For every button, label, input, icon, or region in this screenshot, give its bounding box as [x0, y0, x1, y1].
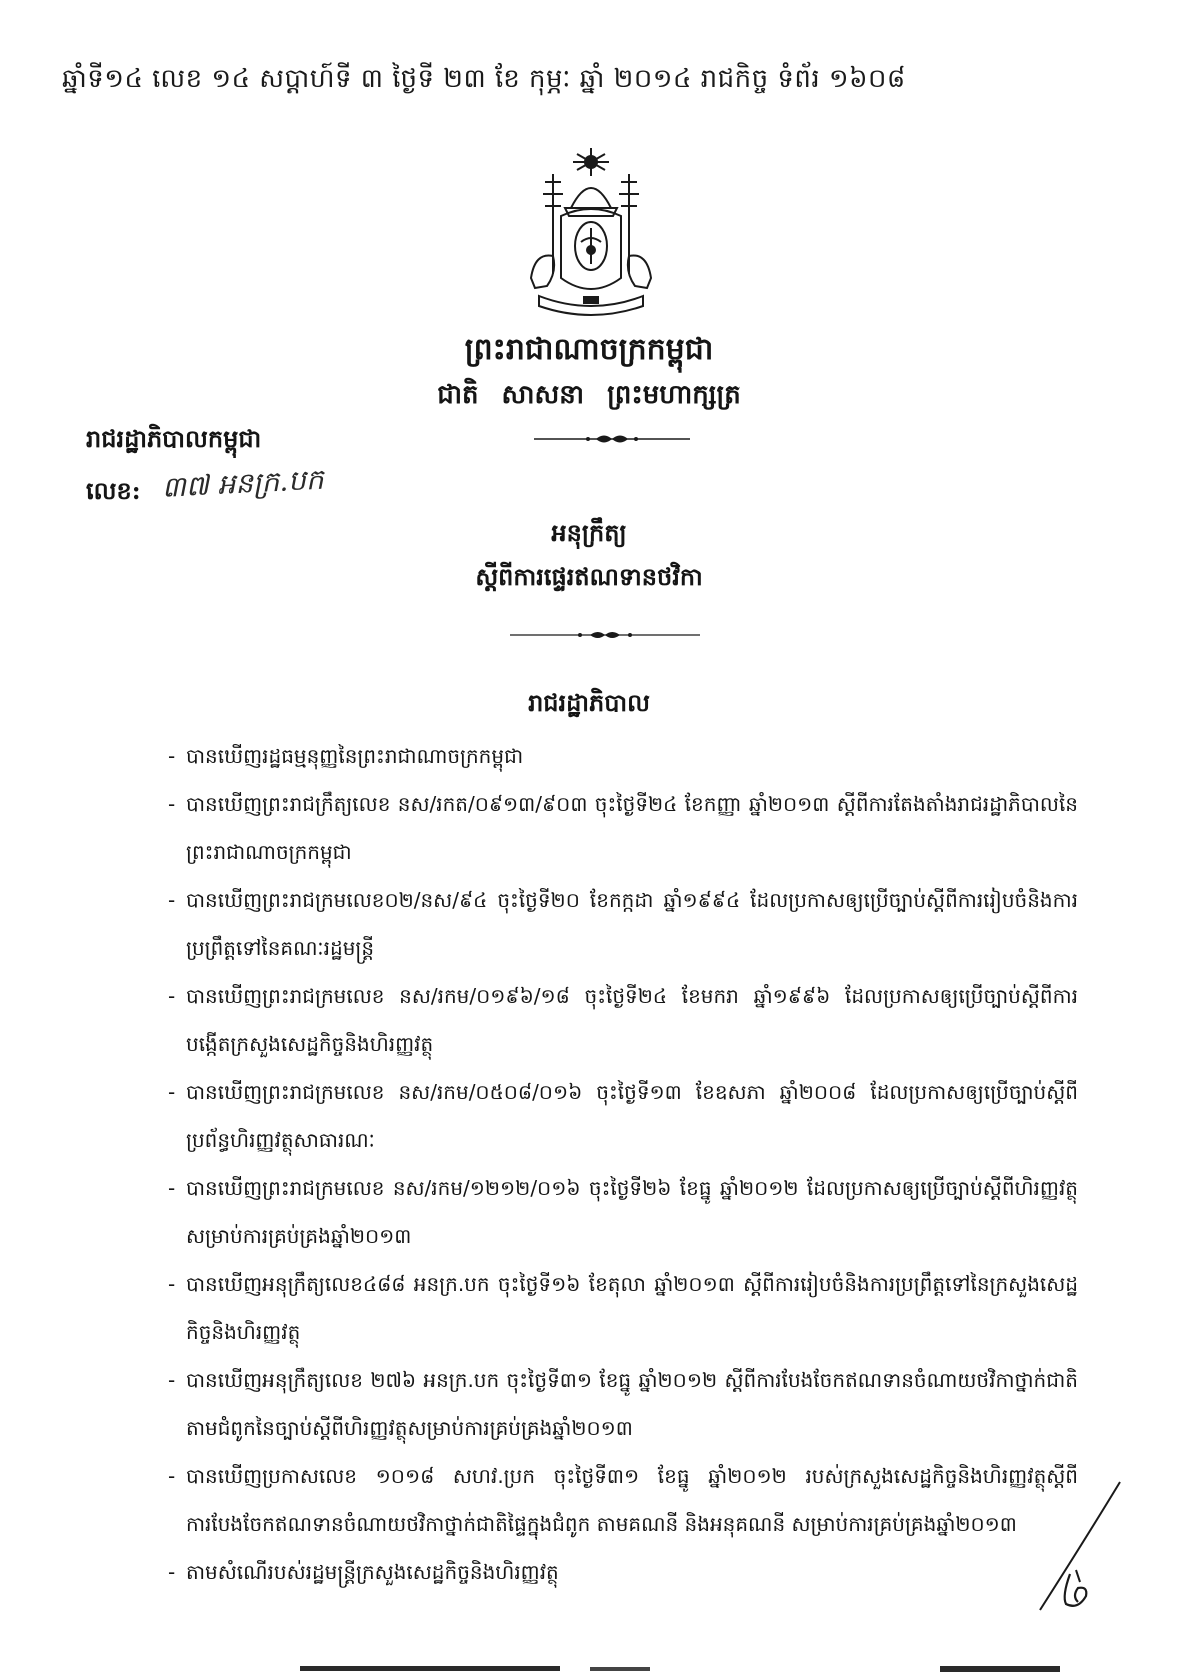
- document-subject: ស្តីពីការផ្ទេរឥណទានថវិកា: [475, 562, 703, 591]
- list-marker: -: [168, 888, 176, 912]
- ornamental-divider-icon: [534, 432, 690, 446]
- kingdom-motto: ជាតិ សាសនា ព្រះមហាក្សត្រ: [437, 380, 741, 410]
- recital-text: បានឃើញព្រះរាជក្រមលេខ នស/រកម/១២១២/០១៦ ចុះថ្ងៃទី២៦ ខែធ្នូ ឆ្នាំ២០១២ ដែលប្រកាសឲ្យប្រើច្បាប់ស្តីពីហិរញ្ញវត្ថុសម្រាប់ការគ្រប់គ្រងឆ្នាំ២០១៣: [186, 1176, 1078, 1248]
- list-marker: -: [168, 744, 176, 768]
- list-item: [170, 972, 1078, 1068]
- list-item: [170, 876, 1078, 972]
- scan-edge-shadow: [300, 1664, 1060, 1674]
- list-item: [170, 1260, 1078, 1356]
- ornamental-divider-icon: [510, 628, 700, 642]
- list-marker: -: [168, 1560, 176, 1584]
- list-marker: -: [168, 984, 176, 1008]
- kingdom-name: ព្រះរាជាណាចក្រកម្ពុជា: [464, 332, 714, 367]
- recital-text: បានឃើញអនុក្រឹត្យលេខ៤៨៨ អនក្រ.បក ចុះថ្ងៃទី១៦ ខែតុលា ឆ្នាំ២០១៣ ស្តីពីការរៀបចំនិងការប្រព្រឹត្តទៅនៃក្រសួងសេដ្ឋកិច្ចនិងហិរញ្ញវត្ថុ: [186, 1272, 1078, 1344]
- issuing-body: រាជរដ្ឋាភិបាលកម្ពុជា: [86, 424, 262, 453]
- list-item: [170, 732, 1078, 780]
- issuing-authority-heading: រាជរដ្ឋាភិបាល: [528, 688, 650, 717]
- document-number-handwritten: ៣៧ អនក្រ.បក: [160, 462, 325, 504]
- list-item: [170, 1068, 1078, 1164]
- document-type: អនុក្រឹត្យ: [551, 518, 627, 547]
- list-item: [170, 1548, 1078, 1596]
- list-item: [170, 1452, 1078, 1548]
- list-marker: -: [168, 1080, 176, 1104]
- initials-signature-icon: [1026, 1478, 1126, 1618]
- recital-text: បានឃើញប្រកាសលេខ ១០១៨ សហវ.ប្រក ចុះថ្ងៃទី៣១ ខែធ្នូ ឆ្នាំ២០១២ របស់ក្រសួងសេដ្ឋកិច្ចនិងហិរញ្ញវត្ថុស្តីពីការបែងចែកឥណទានចំណាយថវិកាថ្នាក់ជាតិផ្ទៃក្នុងជំពូក តាមគណនី និងអនុគណនី សម្រាប់ការគ្រប់គ្រងឆ្នាំ២០១៣: [186, 1464, 1078, 1536]
- list-item: [170, 1164, 1078, 1260]
- recital-text: តាមសំណើរបស់រដ្ឋមន្ត្រីក្រសួងសេដ្ឋកិច្ចនិងហិរញ្ញវត្ថុ: [186, 1560, 559, 1584]
- list-marker: -: [168, 1464, 176, 1488]
- recital-text: បានឃើញព្រះរាជក្រមលេខ នស/រកម/០១៩៦/១៨ ចុះថ្ងៃទី២៤ ខែមករា ឆ្នាំ១៩៩៦ ដែលប្រកាសឲ្យប្រើច្បាប់ស្តីពីការបង្កើតក្រសួងសេដ្ឋកិច្ចនិងហិរញ្ញវត្ថុ: [186, 984, 1078, 1056]
- royal-coat-of-arms-icon: [525, 146, 657, 322]
- document-number-label: លេខ:: [86, 476, 141, 505]
- recital-text: បានឃើញព្រះរាជក្រមលេខ០២/នស/៩៤ ចុះថ្ងៃទី២០ ខែកក្កដា ឆ្នាំ១៩៩៤ ដែលប្រកាសឲ្យប្រើច្បាប់ស្តីពីការរៀបចំនិងការប្រព្រឹត្តទៅនៃគណៈរដ្ឋមន្ត្រី: [186, 888, 1078, 960]
- running-header: ឆ្នាំទី១៤ លេខ ១៤ សប្តាហ៍ទី ៣ ថ្ងៃទី ២៣ ខែ កុម្ភៈ ឆ្នាំ ២០១៤ រាជកិច្ច ទំព័រ ១៦០៨: [62, 64, 906, 94]
- list-marker: -: [168, 1272, 176, 1296]
- recital-text: បានឃើញព្រះរាជក្រមលេខ នស/រកម/០៥០៨/០១៦ ចុះថ្ងៃទី១៣ ខែឧសភា ឆ្នាំ២០០៨ ដែលប្រកាសឲ្យប្រើច្បាប់ស្តីពីប្រព័ន្ធហិរញ្ញវត្ថុសាធារណៈ: [186, 1080, 1078, 1152]
- list-item: [170, 1356, 1078, 1452]
- list-marker: -: [168, 1368, 176, 1392]
- recital-text: បានឃើញព្រះរាជក្រឹត្យលេខ នស/រកត/០៩១៣/៩០៣ ចុះថ្ងៃទី២៤ ខែកញ្ញា ឆ្នាំ២០១៣ ស្តីពីការតែងតាំងរាជរដ្ឋាភិបាលនៃព្រះរាជាណាចក្រកម្ពុជា: [186, 792, 1078, 864]
- recital-text: បានឃើញរដ្ឋធម្មនុញ្ញនៃព្រះរាជាណាចក្រកម្ពុជា: [186, 744, 524, 768]
- list-marker: -: [168, 1176, 176, 1200]
- recital-text: បានឃើញអនុក្រឹត្យលេខ ២៧៦ អនក្រ.បក ចុះថ្ងៃទី៣១ ខែធ្នូ ឆ្នាំ២០១២ ស្តីពីការបែងចែកឥណទានចំណាយថវិកាថ្នាក់ជាតិតាមជំពូកនៃច្បាប់ស្តីពីហិរញ្ញវត្ថុសម្រាប់ការគ្រប់គ្រងឆ្នាំ២០១៣: [186, 1368, 1078, 1440]
- list-item: [170, 780, 1078, 876]
- list-marker: -: [168, 792, 176, 816]
- recitals-list: [170, 732, 1078, 1596]
- document-number: [86, 462, 416, 510]
